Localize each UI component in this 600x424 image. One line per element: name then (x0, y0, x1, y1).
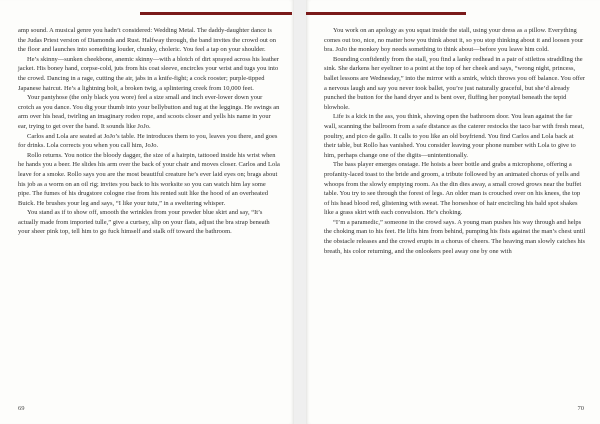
header-rule (306, 12, 466, 15)
paragraph: The bass player emerges onstage. He hoists a beer bottle and grabs a microphone, offering a profanity-laced toast to the bride and groom, a tribute followed by an animated chorus of yells and whoops from the slowly emptying room. As the din dies away, a small crowd grows near the buffet table. You try to see through the forest of legs. An older man is crouched over on his knees, the top of his head blood red, glistening with sweat. The horseshoe of hair encircling his bald spot shakes like a grass skirt with each convulsion. He’s choking. (324, 161, 582, 217)
page-number: 70 (577, 405, 584, 412)
right-page-body (324, 26, 586, 256)
left-page-body (18, 26, 280, 237)
paragraph: Carlos and Lola are seated at JoJo’s table. He introduces them to you, leaves you there, and goes for drinks. Lola corrects you when you call him, JoJo. (18, 132, 278, 150)
book-gutter (294, 0, 306, 424)
paragraph: You stand as if to show off, smooth the wrinkles from your powder blue skirt and say, “It’s actually made from imported tulle,” give a curtsey, slip on your flats, adjust the bra strap beneath your sheer pink top, tell him to go fuck himself and stalk off toward the bathroom. (18, 209, 270, 236)
page-number: 69 (18, 405, 25, 412)
paragraph: amp sound. A musical genre you hadn’t considered: Wedding Metal. The daddy-daughter dance is the Judas Priest version of Diamonds and Rust. Halfway through, the band invites the crowd out on the floor and launches into something louder, chunky, choleric. You feel a tap on your shoulder. (18, 27, 276, 54)
paragraph: “I’m a paramedic,” someone in the crowd says. A young man pushes his way through and helps the choking man to his feet. He lifts him from behind, pumping his fists against the man’s chest until the obstacle releases and the crowd erupts in a chorus of cheers. The heaving man slowly catches his breath, his color returning, and the onlookers peel away one by one with (324, 218, 586, 255)
paragraph: Bounding confidently from the stall, you find a lanky redhead in a pair of stilettos straddling the sink. She darkens her eyeliner to a point at the top of her cheek and says, “wrong night, princess, ballet lessons are Wednesday,” into the mirror with a smirk, which throws you off balance. You offer a nervous laugh and say you never took ballet, you’re just naturally graceful, but she’d already punched the button for the hand dryer and is bent over, fluffing her ponytail beneath the tepid blowhole. (324, 55, 586, 111)
header-rule (140, 12, 292, 15)
paragraph: Rollo returns. You notice the bloody dagger, the size of a hairpin, tattooed inside his wrist when he hands you a beer. He slides his arm over the back of your chair and moves closer. Carlos and Lola leave for a smoke. Rollo says you are the most beautiful creature he’s ever laid eyes on; brags about his job as a worm on an oil rig; invites you back to his worksite so you can watch him lay some pipe. The fumes of his drugstore cologne rise from his rented suit like the hood of an overheated Buick. He brushes your leg and says, “I like your tutu,” in a sweltering whisper. (18, 151, 280, 207)
right-page (306, 0, 600, 424)
paragraph: He’s skinny—sunken cheekbone, anemic skinny—with a blotch of dirt sprayed across his leather jacket. His boney hand, corpse-cold, juts from his coat sleeve, encircles your wrist and tugs you into the crowd. Dancing in a rage, cutting the air, jabs in a knife-fight; a cock rooster; purple-tipped Japanese haircut. He’s a lightning bolt, a broken twig, a splintering creek from 10,000 feet. (18, 55, 279, 92)
paragraph: Life is a kick in the ass, you think, shoving open the bathroom door. You lean against the far wall, scanning the ballroom from a safe distance as the caterer restocks the taco bar with fresh meat, poultry, and pico de gallo. It calls to you like an old boyfriend. You find Carlos and Lola back at their table, but Rollo has vanished. You consider leaving your phone number with Lola to give to him, perhaps change one of the digits—unintentionally. (324, 113, 584, 159)
paragraph: Your pantyhose (the only black you wore) feel a size small and inch ever-lower down your crotch as you dance. You dig your thumb into your bellybutton and tug at the leggings. He swings an arm over his head, twirling an imaginary rodeo rope, and scoots closer and yells his name in your ear, trying to get over the band. It sounds like JoJo. (18, 94, 280, 130)
left-page (0, 0, 294, 424)
paragraph: You work on an apology as you squat inside the stall, using your dress as a pillow. Everything comes out too, nice, no matter how you think about it, so you stop thinking about it and loosen your bra. JoJo the monkey boy needs something to think about—before you leave him cold. (324, 27, 584, 54)
